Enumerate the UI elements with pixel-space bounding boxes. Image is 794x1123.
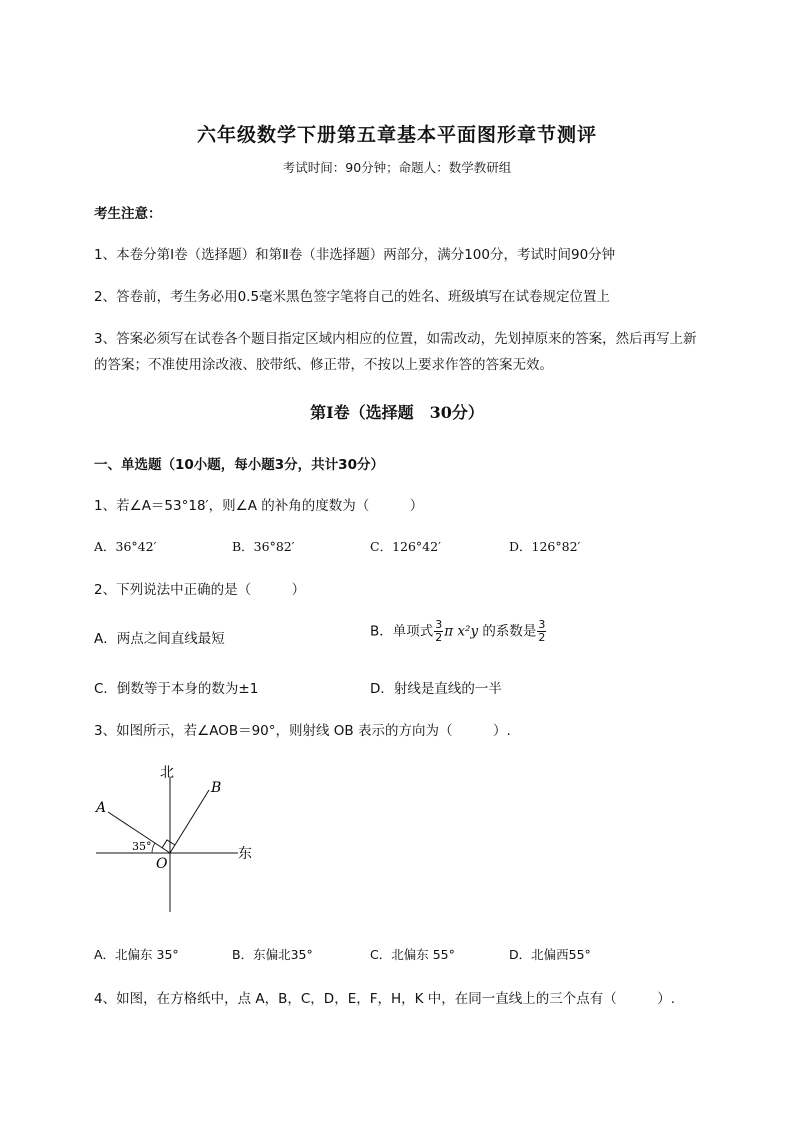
question-2-stem: 2、下列说法中正确的是（ ） (94, 582, 306, 598)
q2-option-b (370, 619, 547, 644)
q1-option-a: A．36°42′ (94, 539, 157, 554)
notice-heading: 考生注意： (94, 206, 162, 222)
section-title: 第I卷（选择题 30分） (310, 403, 484, 422)
q3-option-b: B．东偏北35° (232, 947, 313, 962)
fraction-answer-numerator: 3 (538, 618, 546, 631)
notice-item-3: 3、答案必须写在试卷各个题目指定区域内相应的位置，如需改动，先划掉原来的答案，然后再写上新 (94, 331, 697, 347)
point-a-label: A (96, 800, 107, 816)
q1-option-c: C．126°42′ (370, 539, 441, 554)
notice-item-1: 1、本卷分第I卷（选择题）和第Ⅱ卷（非选择题）两部分，满分100分，考试时间90分钟 (94, 247, 616, 263)
q3-option-c: C．北偏东 55° (370, 947, 455, 962)
q3-option-a: A．北偏东 35° (94, 947, 179, 962)
page-title: 六年级数学下册第五章基本平面图形章节测评 (196, 124, 597, 146)
east-label: 东 (238, 846, 252, 862)
point-o-label: O (156, 856, 168, 872)
exam-info: 考试时间：90分钟；命题人：数学教研组 (282, 160, 512, 175)
fraction (434, 619, 443, 644)
question-4-stem: 4、如图，在方格纸中，点 A，B，C，D，E，F，H，K 中，在同一直线上的三个点有（ ）. (94, 991, 676, 1007)
direction-diagram (90, 760, 270, 920)
part-heading: 一、单选题（10小题，每小题3分，共计30分） (94, 457, 384, 473)
angle-label: 35° (132, 840, 152, 853)
monomial-expression: π x²y (444, 623, 479, 640)
angle-arc (152, 843, 155, 853)
fraction-answer (537, 619, 546, 644)
question-3-stem: 3、如图所示，若∠AOB＝90°，则射线 OB 表示的方向为（ ）. (94, 723, 511, 739)
q2-option-b-suffix: 的系数是 (478, 623, 537, 640)
notice-item-3-cont: 的答案；不准使用涂改液、胶带纸、修正带，不按以上要求作答的答案无效。 (94, 357, 553, 373)
fraction-numerator: 3 (435, 618, 443, 631)
notice-item-2: 2、答卷前，考生务必用0.5毫米黑色签字笔将自己的姓名、班级填写在试卷规定位置上 (94, 289, 611, 305)
q2-option-a: A．两点之间直线最短 (94, 631, 225, 647)
q2-option-d: D．射线是直线的一半 (370, 681, 502, 697)
q3-option-d: D．北偏西55° (509, 947, 591, 962)
ray-ob (170, 790, 209, 853)
north-label: 北 (160, 765, 174, 781)
q2-option-c: C．倒数等于本身的数为±1 (94, 681, 259, 697)
question-1-stem: 1、若∠A＝53°18′，则∠A 的补角的度数为（ ） (94, 498, 424, 514)
q1-option-b: B．36°82′ (232, 539, 295, 554)
right-angle-mark (162, 840, 175, 848)
fraction-denominator: 2 (435, 631, 443, 644)
q1-option-d: D．126°82′ (509, 539, 581, 554)
q2-option-b-prefix: B．单项式 (370, 623, 434, 640)
fraction-answer-denominator: 2 (538, 631, 546, 644)
point-b-label: B (211, 780, 222, 796)
